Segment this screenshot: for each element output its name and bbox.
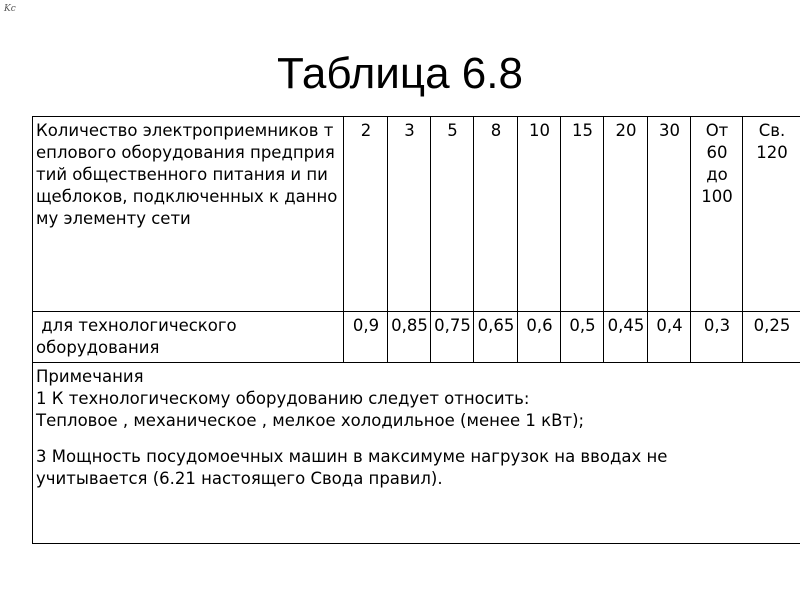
value-cell: 0,6 bbox=[518, 312, 561, 363]
table-row bbox=[33, 312, 800, 363]
page-title: Таблица 6.8 bbox=[277, 49, 523, 98]
count-cell: 10 bbox=[518, 117, 561, 312]
count-cell: От 60 до 100 bbox=[691, 117, 743, 312]
count-cell: 8 bbox=[474, 117, 518, 312]
value-cell: 0,9 bbox=[344, 312, 388, 363]
notes-heading: Примечания bbox=[36, 367, 144, 386]
count-cell: Св. 120 bbox=[743, 117, 800, 312]
count-cell: 20 bbox=[604, 117, 648, 312]
value-cell: 0,5 bbox=[561, 312, 604, 363]
value-cell: 0,25 bbox=[743, 312, 800, 363]
count-cell: 5 bbox=[431, 117, 474, 312]
value-cell: 0,4 bbox=[648, 312, 691, 363]
count-cell: 30 bbox=[648, 117, 691, 312]
row-label-cell: для технологического оборудования bbox=[33, 312, 344, 363]
note-3: 3 Мощность посудомоечных машин в максимуме нагрузок на вводах не bbox=[36, 447, 668, 466]
value-cell: 0,3 bbox=[691, 312, 743, 363]
value-cell: 0,45 bbox=[604, 312, 648, 363]
note-3-continued: учитывается (6.21 настоящего Свода правил). bbox=[36, 469, 443, 488]
notes-cell bbox=[33, 363, 800, 544]
value-cell: 0,85 bbox=[388, 312, 431, 363]
count-cell: 15 bbox=[561, 117, 604, 312]
notes-row bbox=[33, 363, 800, 544]
count-cell: 2 bbox=[344, 117, 388, 312]
note-1: 1 К технологическому оборудованию следует относить: bbox=[36, 389, 530, 408]
table-header-row bbox=[33, 117, 800, 312]
note-1-detail: Тепловое , механическое , мелкое холодильное (менее 1 кВт); bbox=[36, 411, 585, 430]
corner-mark: Kc bbox=[4, 4, 16, 14]
header-label-cell: Количество электроприемников теплового оборудования предприятий общественного питания и пищеблоков, подключенных к данному элементу сети bbox=[33, 117, 344, 312]
count-cell: 3 bbox=[388, 117, 431, 312]
value-cell: 0,75 bbox=[431, 312, 474, 363]
coefficient-table bbox=[32, 116, 800, 544]
value-cell: 0,65 bbox=[474, 312, 518, 363]
